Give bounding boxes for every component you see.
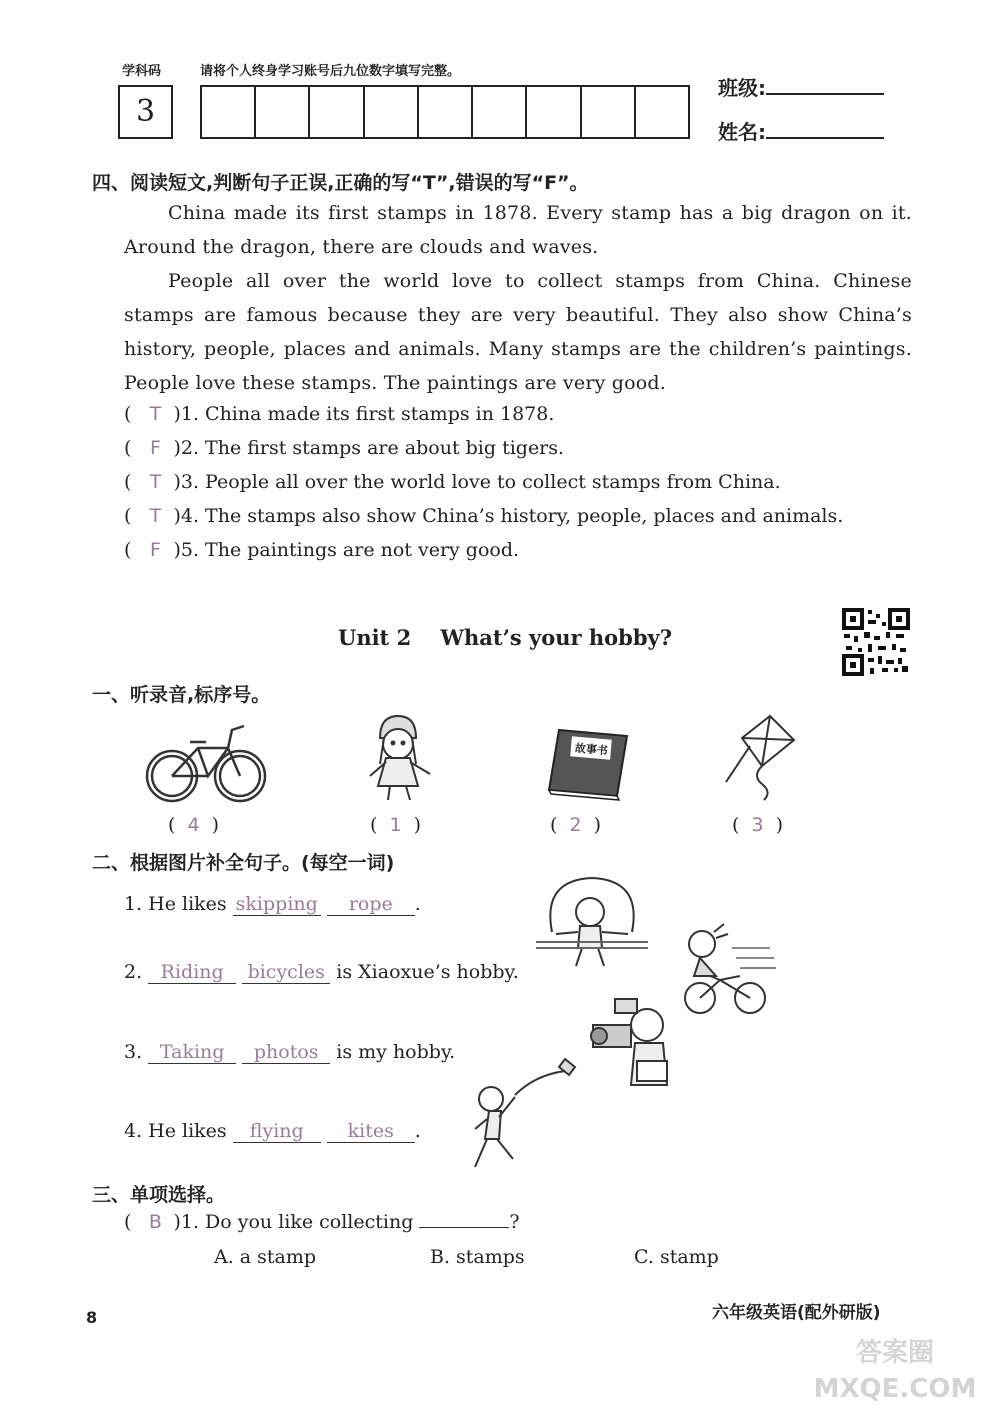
tf-item: ( T )1. China made its first stamps in 1878. <box>124 403 555 425</box>
choice-option-b[interactable]: B. stamps <box>430 1246 525 1268</box>
bicycle-icon <box>140 718 270 808</box>
name-label: 姓名: <box>718 120 766 144</box>
choice-blank[interactable] <box>419 1227 509 1228</box>
class-input-line[interactable] <box>766 93 884 95</box>
fill-item-2 <box>124 961 519 984</box>
choice-question-1: ( B )1. Do you like collecting ? <box>124 1211 520 1233</box>
skipping-rope-illustration <box>532 872 652 972</box>
fill-prefix: 1. He likes <box>124 893 227 915</box>
picture-answer: ( 4 ) <box>168 814 220 836</box>
picture-answer-bicycle: 4 <box>187 814 200 836</box>
subject-code-label: 学科码 <box>122 64 162 79</box>
fill-blank-b[interactable]: photos <box>242 1041 330 1064</box>
section4-title: 四、阅读短文,判断句子正误,正确的写“T”,错误的写“F”。 <box>92 172 589 194</box>
choice-option-c[interactable]: C. stamp <box>634 1246 719 1268</box>
picture-answer: ( 2 ) <box>550 814 602 836</box>
fill-prefix: 4. He likes <box>124 1120 227 1142</box>
fill-blank-a[interactable]: skipping <box>233 893 321 916</box>
section1-title: 一、听录音,标序号。 <box>92 684 271 706</box>
tf-answer: T <box>149 403 162 425</box>
picture-answer-storybook: 2 <box>569 814 582 836</box>
watermark: 答案圈 MXQE.COM <box>813 1338 977 1404</box>
name-field <box>718 116 884 145</box>
fill-blank-a[interactable]: Riding <box>148 961 236 984</box>
fill-blank-b[interactable]: rope <box>327 893 415 916</box>
tf-text: )3. People all over the world love to collect stamps from China. <box>173 471 781 493</box>
tf-answer: T <box>149 471 162 493</box>
reading-paragraph-2: People all over the world love to collect stamps from China. Chinese stamps are famous because they are very beautiful. They also show China’s history, people, places and animals. Many stamps are the children’s paintings. People love these stamps. The paintings are very good. <box>124 270 912 394</box>
page-number: 8 <box>86 1308 98 1327</box>
fill-item-4 <box>124 1120 421 1143</box>
tf-item: ( T )3. People all over the world love to collect stamps from China. <box>124 471 781 493</box>
account-digit-cells[interactable] <box>200 85 690 139</box>
tf-text: )1. China made its first stamps in 1878. <box>173 403 555 425</box>
tf-item: ( F )5. The paintings are not very good. <box>124 539 520 561</box>
section2-title: 二、根据图片补全句子。(每空一词) <box>92 852 395 874</box>
section3-title: 三、单项选择。 <box>92 1184 226 1206</box>
choice-answer: B <box>148 1211 162 1233</box>
account-instruction: 请将个人终身学习账号后九位数字填写完整。 <box>200 64 461 79</box>
class-field <box>718 72 884 101</box>
unit-title: Unit 2 What’s your hobby? <box>338 625 673 650</box>
picture-answer: ( 1 ) <box>370 814 422 836</box>
doll-icon <box>358 712 438 804</box>
fill-prefix: 3. <box>124 1041 143 1063</box>
choice-question-text: )1. Do you like collecting <box>173 1211 414 1233</box>
fill-suffix: is Xiaoxue’s hobby. <box>336 961 519 983</box>
fill-suffix: is my hobby. <box>336 1041 456 1063</box>
picture-answer: ( 3 ) <box>732 814 784 836</box>
subject-code-box: 3 <box>118 85 173 139</box>
fill-blank-b[interactable]: kites <box>327 1120 415 1143</box>
tf-text: )5. The paintings are not very good. <box>173 539 520 561</box>
fill-blank-a[interactable]: flying <box>233 1120 321 1143</box>
reading-paragraph-1: China made its first stamps in 1878. Every stamp has a big dragon on it. Around the dragon, there are clouds and waves. <box>124 202 912 258</box>
qr-code-icon[interactable] <box>842 608 910 676</box>
fill-item-1 <box>124 893 421 916</box>
class-label: 班级: <box>718 76 766 100</box>
fill-prefix: 2. <box>124 961 143 983</box>
storybook-label: 故事书 <box>574 741 609 758</box>
tf-item: ( F )2. The first stamps are about big tigers. <box>124 437 565 459</box>
fill-suffix: . <box>414 1120 421 1142</box>
fill-suffix: . <box>414 893 421 915</box>
fill-blank-b[interactable]: bicycles <box>242 961 330 984</box>
taking-photos-illustration <box>585 995 685 1095</box>
tf-answer: F <box>149 437 161 459</box>
tf-text: )2. The first stamps are about big tigers. <box>173 437 565 459</box>
flying-kite-illustration <box>465 1055 585 1175</box>
book-title: 六年级英语(配外研版) <box>712 1303 881 1323</box>
tf-item: ( T )4. The stamps also show China’s history, people, places and animals. <box>124 505 844 527</box>
choice-option-a[interactable]: A. a stamp <box>214 1246 317 1268</box>
fill-blank-a[interactable]: Taking <box>148 1041 236 1064</box>
picture-answer-kite: 3 <box>751 814 764 836</box>
tf-text: )4. The stamps also show China’s history, people, places and animals. <box>173 505 844 527</box>
picture-answer-doll: 1 <box>389 814 402 836</box>
fill-item-3 <box>124 1041 455 1064</box>
riding-bicycle-illustration <box>670 918 780 1018</box>
tf-answer: F <box>149 539 161 561</box>
name-input-line[interactable] <box>766 137 884 139</box>
tf-answer: T <box>149 505 162 527</box>
kite-icon <box>722 712 802 802</box>
storybook-icon <box>545 722 635 802</box>
choice-question-tail: ? <box>509 1211 520 1233</box>
